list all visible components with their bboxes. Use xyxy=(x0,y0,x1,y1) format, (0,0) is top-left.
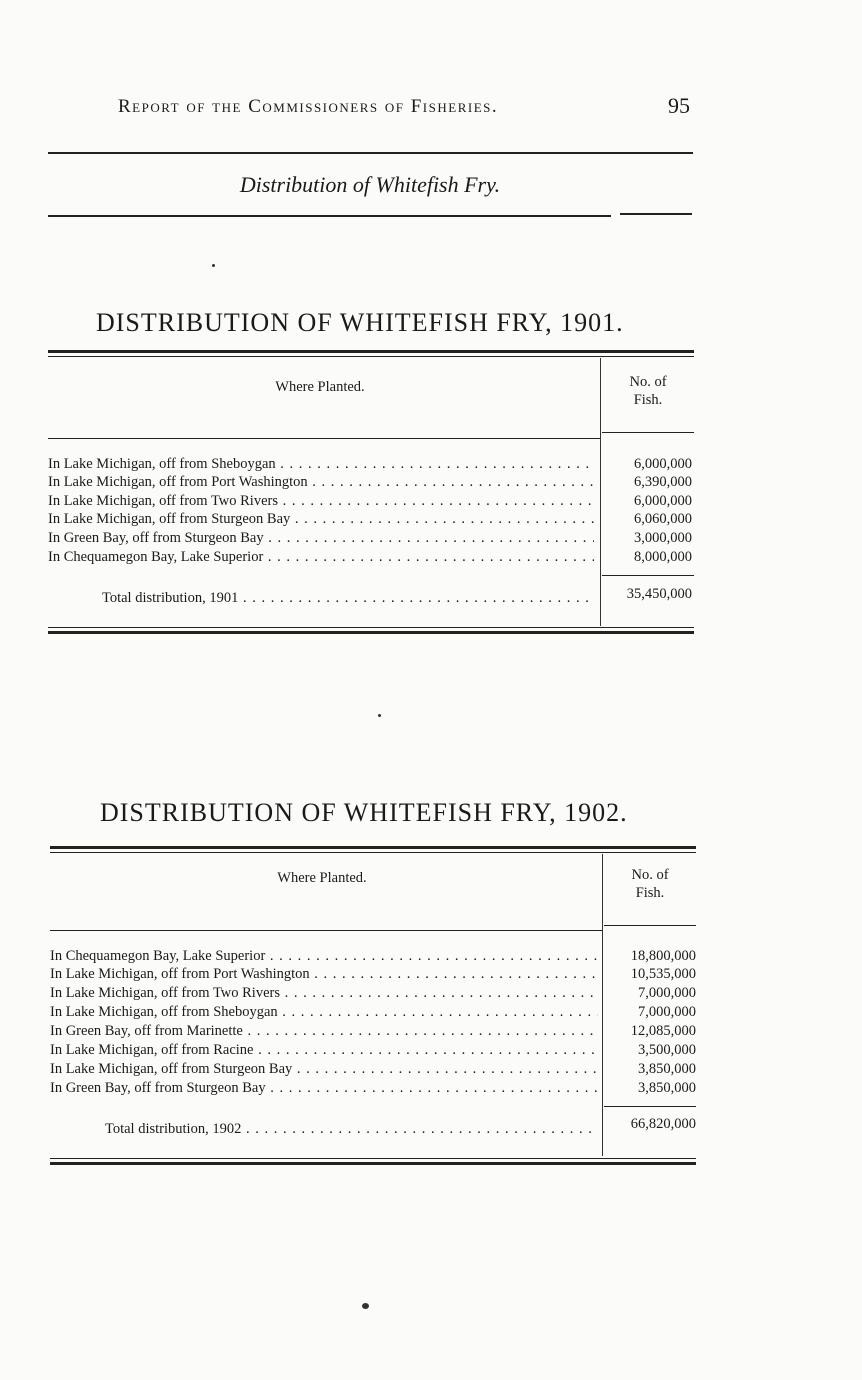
row-place: In Lake Michigan, off from Sturgeon Bay . . . xyxy=(48,511,594,528)
table-1902-col-num xyxy=(604,866,696,902)
table-1901-total-rule xyxy=(602,575,694,576)
table-row xyxy=(48,493,694,511)
table-row xyxy=(48,530,694,548)
page-number: 95 xyxy=(668,93,690,118)
row-fish: 6,000,000 xyxy=(634,493,692,509)
table-1902-head-rule xyxy=(50,930,602,931)
row-place: In Lake Michigan, off from Two Rivers . . . xyxy=(48,493,594,510)
header-rule-bottom-right xyxy=(620,213,692,215)
row-fish: 3,500,000 xyxy=(638,1042,696,1058)
row-fish: 10,535,000 xyxy=(630,966,696,982)
row-fish: 7,000,000 xyxy=(638,985,696,1001)
table-row xyxy=(50,966,696,984)
table-row xyxy=(50,1080,696,1098)
table-1901-bottom-rule xyxy=(48,631,694,634)
table-total-row xyxy=(105,1116,696,1139)
table-row xyxy=(48,474,694,492)
total-value: 35,450,000 xyxy=(626,586,692,602)
print-speck xyxy=(378,714,381,717)
table-1901-col-where: Where Planted. xyxy=(275,379,365,395)
table-row xyxy=(50,948,696,966)
table-row xyxy=(48,511,694,529)
table-1902-col-num-line1: No. of xyxy=(631,867,669,883)
table-1901-column-divider xyxy=(600,358,601,626)
table-1902-bottom-rule-thin xyxy=(50,1158,696,1159)
row-fish: 6,000,000 xyxy=(634,456,692,472)
row-fish: 7,000,000 xyxy=(638,1004,696,1020)
table-row xyxy=(50,1061,696,1079)
row-place: In Chequamegon Bay, Lake Superior . . . xyxy=(50,948,598,965)
table-total-row xyxy=(102,586,694,608)
table-1901-col-num-line2: Fish. xyxy=(633,392,663,408)
row-place: In Lake Michigan, off from Two Rivers . . . xyxy=(50,985,598,1002)
table-1901-col-num xyxy=(602,373,694,409)
row-fish: 3,850,000 xyxy=(638,1061,696,1077)
row-place: In Lake Michigan, off from Racine . . . xyxy=(50,1042,598,1059)
row-place: In Green Bay, off from Sturgeon Bay . . . xyxy=(48,530,594,547)
table-row xyxy=(48,549,694,567)
table-1901-head-rule-right xyxy=(602,432,694,433)
table-1902-head-rule-right xyxy=(604,925,696,926)
row-fish: 8,000,000 xyxy=(634,549,692,565)
total-label: Total distribution, 1901 . . . xyxy=(102,590,594,607)
row-place: In Lake Michigan, off from Port Washington . . . xyxy=(48,474,594,491)
row-fish: 18,800,000 xyxy=(630,948,696,964)
table-1902-col-num-line2: Fish. xyxy=(635,885,665,901)
table-title-1901: DISTRIBUTION OF WHITEFISH FRY, 1901. xyxy=(96,308,624,337)
row-fish: 12,085,000 xyxy=(630,1023,696,1039)
row-place: In Lake Michigan, off from Sheboygan . . . xyxy=(48,456,594,473)
total-label: Total distribution, 1902 . . . xyxy=(105,1121,598,1138)
table-title-1902: DISTRIBUTION OF WHITEFISH FRY, 1902. xyxy=(100,798,628,827)
total-value: 66,820,000 xyxy=(630,1116,696,1132)
row-fish: 6,060,000 xyxy=(634,511,692,527)
row-place: In Chequamegon Bay, Lake Superior . . . xyxy=(48,549,594,566)
row-place: In Lake Michigan, off from Sheboygan . . . xyxy=(50,1004,598,1021)
row-fish: 6,390,000 xyxy=(634,474,692,490)
table-1902-col-where: Where Planted. xyxy=(277,870,367,886)
running-head: Report of the Commissioners of Fisheries. xyxy=(118,96,499,117)
table-1902-top-rule xyxy=(50,846,696,849)
table-1902-bottom-rule xyxy=(50,1162,696,1165)
row-fish: 3,000,000 xyxy=(634,530,692,546)
table-1901-bottom-rule-thin xyxy=(48,627,694,628)
print-speck xyxy=(362,1303,369,1309)
header-rule-top xyxy=(48,152,693,154)
table-row xyxy=(48,456,694,474)
row-place: In Lake Michigan, off from Sturgeon Bay . . . xyxy=(50,1061,598,1078)
row-place: In Lake Michigan, off from Port Washington . . . xyxy=(50,966,598,983)
table-row xyxy=(50,985,696,1003)
row-place: In Green Bay, off from Sturgeon Bay . . . xyxy=(50,1080,598,1097)
table-row xyxy=(50,1004,696,1022)
section-subtitle: Distribution of Whitefish Fry. xyxy=(239,172,501,197)
table-1902-total-rule xyxy=(604,1106,696,1107)
row-place: In Green Bay, off from Marinette . . . xyxy=(50,1023,598,1040)
table-row xyxy=(50,1023,696,1041)
row-fish: 3,850,000 xyxy=(638,1080,696,1096)
table-1901-top-rule-thin xyxy=(48,356,694,357)
table-1902-top-rule-thin xyxy=(50,852,696,853)
table-1901-col-num-line1: No. of xyxy=(629,374,667,390)
table-row xyxy=(50,1042,696,1060)
table-1901-top-rule xyxy=(48,350,694,353)
table-1901-head-rule xyxy=(48,438,600,439)
print-speck xyxy=(212,264,215,267)
header-rule-bottom-left xyxy=(48,215,611,217)
